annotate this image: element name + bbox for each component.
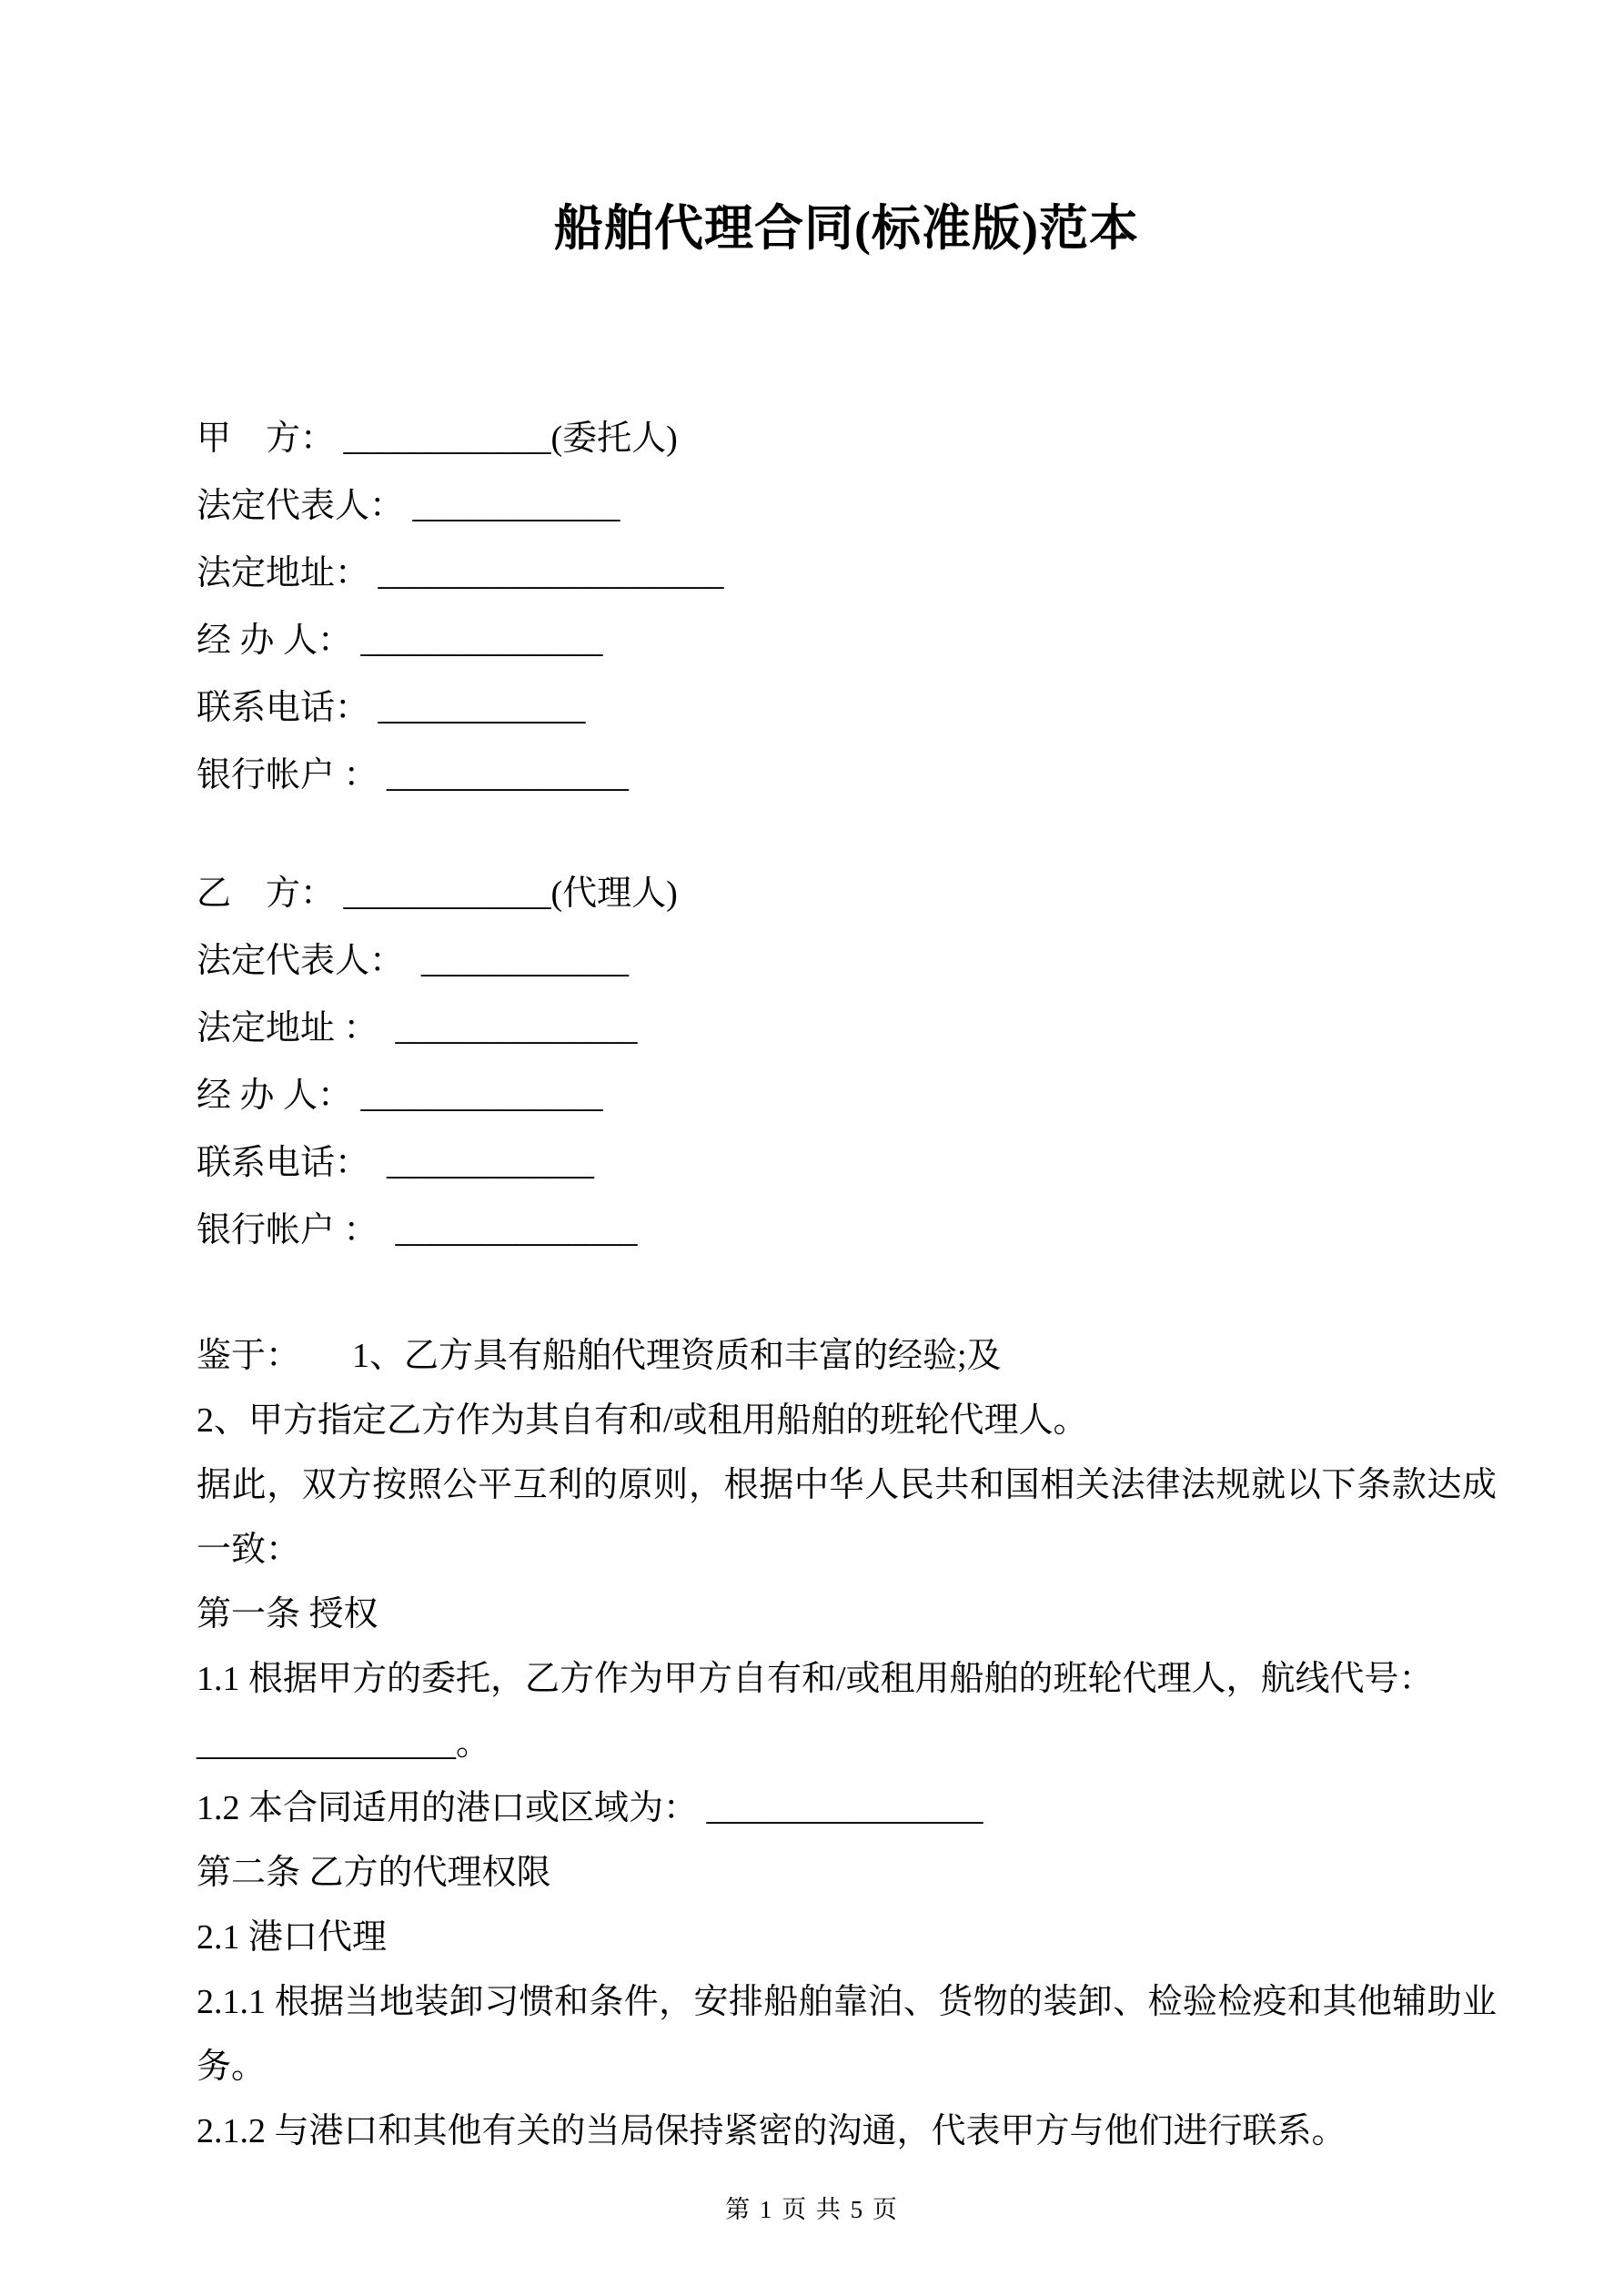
party-a-line-phone [197,674,1497,742]
field-label: 经 办 人： [197,1077,353,1115]
field-label: 法定代表人： [197,942,405,980]
field-label: 法定代表人： [197,487,405,525]
contract-title: 船舶代理合同(标准版)范本 [554,201,1139,256]
party-a-line-handler [197,607,1497,674]
contract-paragraph: 2.1 港口代理 [197,1918,388,1957]
party-b-line-legal-rep [197,927,1497,995]
contract-body [197,1324,1497,2164]
party-a-line-legal-rep [197,472,1497,540]
field-suffix: (代理人) [550,875,678,913]
blank-underline: ______________ [378,1009,638,1047]
party-a-line-name [197,405,1497,472]
field-label: 联系电话： [197,689,370,727]
blank-underline: ____________ [335,420,551,458]
clause-1-heading: 第一条 授权 [197,1595,378,1633]
blank-underline: ______________ [378,756,630,794]
field-label: 银行帐户 ： [197,1211,378,1249]
blank-underline: ____________ [404,942,630,980]
party-b-line-name [197,860,1497,927]
contract-paragraph: 2.1.1 根据当地装卸习惯和条件，安排船舶靠泊、货物的装卸、检验检疫和其他辅助业务。 [197,1983,1497,2086]
blank-underline-paragraph: _______________。 [197,1725,491,1763]
contract-paragraph: 1.1 根据甲方的委托，乙方作为甲方自有和/或租用船舶的班轮代理人，航线代号： [197,1660,1434,1698]
field-label: 经 办 人： [197,622,353,660]
blank-underline: ____________ [404,487,620,525]
field-label: 法定地址： [197,554,370,592]
blank-underline: ____________ [369,689,586,727]
party-b-line-handler [197,1062,1497,1129]
contract-paragraph: 1.2 本合同适用的港口或区域为： ________________ [197,1789,983,1827]
party-b-section [197,860,1497,1264]
blank-underline: ______________ [352,622,603,660]
field-label: 联系电话： [197,1144,370,1182]
party-a-section [197,405,1497,809]
blank-underline: ______________ [352,1077,603,1115]
field-suffix: (委托人) [550,420,678,458]
party-a-line-bank-account [197,742,1497,809]
field-label: 银行帐户 ： [197,756,378,794]
blank-underline: ____________ [335,875,551,913]
party-b-line-address [197,995,1497,1062]
contract-paragraph-whereas: 鉴于： 1、乙方具有船舶代理资质和丰富的经验;及 [197,1337,1002,1375]
contract-paragraph: 2.1.2 与港口和其他有关的当局保持紧密的沟通，代表甲方与他们进行联系。 [197,2112,1347,2150]
field-label: 甲 方： [197,420,336,458]
contract-paragraph: 据此，双方按照公平互利的原则，根据中华人民共和国相关法律法规就以下条款达成一致： [197,1466,1497,1569]
field-label: 乙 方： [197,875,336,913]
party-b-line-bank-account [197,1197,1497,1264]
party-a-line-address [197,540,1497,607]
blank-underline: ______________ [378,1211,638,1249]
page-footer: 第 1 页 共 5 页 [725,2196,899,2223]
blank-underline: ____________ [369,1144,595,1182]
field-label: 法定地址 ： [197,1009,378,1047]
party-b-line-phone [197,1129,1497,1197]
contract-paragraph: 2、甲方指定乙方作为其自有和/或租用船舶的班轮代理人。 [197,1401,1088,1440]
clause-2-heading: 第二条 乙方的代理权限 [197,1854,551,1892]
blank-underline: ____________________ [369,554,724,592]
